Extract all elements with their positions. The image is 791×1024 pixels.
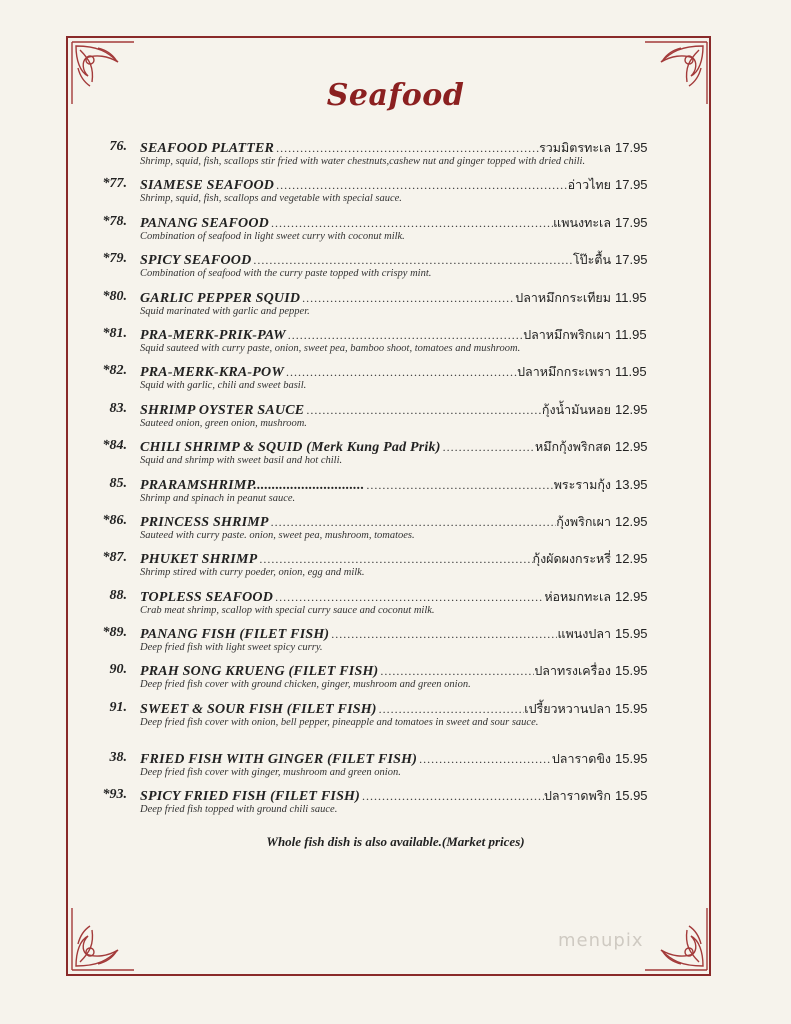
item-price: 12.95 [615, 401, 648, 417]
item-number: *79. [102, 251, 127, 267]
item-thai-name: พระรามกุ้ง [553, 476, 611, 492]
item-price: 11.95 [615, 289, 647, 305]
item-line [140, 138, 611, 155]
item-description: Shrimp, squid, fish, scallops stir fried with water chestnuts,cashew nut and ginger topped with dried chili. [140, 156, 586, 167]
item-description: Combination of seafood in light sweet curry with coconut milk. [140, 230, 405, 242]
item-description: Sauteed onion, green onion, mushroom. [140, 417, 307, 429]
menu-item-list [0, 136, 791, 822]
item-thai-name: ปลาหมึกกระเทียม [515, 289, 611, 305]
item-description: Deep fried fish with light sweet spicy curry. [140, 642, 323, 654]
dot-leader [273, 590, 544, 604]
item-description: Squid and shrimp with sweet basil and hot chili. [140, 455, 343, 467]
item-number: 90. [109, 662, 127, 678]
item-line [140, 213, 611, 230]
item-description: Deep fried fish cover with ground chicken, ginger, mushroom and green onion. [140, 679, 471, 691]
item-name: SEAFOOD PLATTER [140, 141, 275, 155]
dot-leader [304, 403, 542, 417]
item-line [140, 250, 611, 267]
item-number: 83. [109, 400, 127, 416]
item-price: 13.95 [615, 476, 648, 492]
dot-leader [274, 141, 539, 155]
item-name: PRA-MERK-KRA-POW [140, 365, 284, 380]
page-title: Seafood [326, 78, 465, 113]
item-number: *82. [102, 363, 127, 379]
item-thai-name: ปลาราดพริก [544, 788, 611, 804]
dot-leader [378, 664, 534, 678]
item-name: PANANG SEAFOOD [140, 215, 269, 230]
dot-leader [269, 216, 553, 230]
item-line [140, 512, 611, 529]
item-description: Deep fried fish topped with ground chili sauce. [140, 804, 338, 816]
corner-ornament-icon [641, 904, 711, 974]
item-price: 15.95 [615, 700, 648, 716]
item-thai-name: กุ้งผัดผงกระหรี่ [532, 551, 611, 567]
item-price: 15.95 [615, 626, 648, 642]
dot-leader [251, 253, 573, 267]
item-description: Shrimp and spinach in peanut sauce. [140, 492, 296, 504]
item-thai-name: ห่อหมกทะเล [544, 588, 611, 604]
item-price: 15.95 [615, 788, 648, 804]
item-thai-name: กุ้งพริกเผา [556, 513, 611, 529]
item-number: 91. [109, 699, 127, 715]
dot-leader [377, 702, 525, 716]
menu-item [0, 547, 791, 584]
item-line [140, 661, 611, 678]
item-line [140, 587, 611, 604]
menu-item [0, 622, 791, 659]
item-description: Crab meat shrimp, scallop with special curry sauce and coconut milk. [140, 604, 435, 616]
item-thai-name: ปลาหมึกพริกเผา [523, 326, 611, 342]
item-thai-name: โป๊ะตื้น [572, 252, 611, 268]
menu-item [0, 697, 791, 747]
item-number: *86. [102, 512, 127, 528]
item-number: *89. [102, 625, 127, 641]
item-line [140, 175, 611, 192]
menu-item [0, 784, 791, 821]
dot-leader [300, 291, 515, 305]
item-name: SPICY FRIED FISH (FILET FISH) [140, 789, 361, 804]
menu-item [0, 323, 791, 360]
item-name: GARLIC PEPPER SQUID [140, 290, 301, 305]
item-line [140, 325, 611, 342]
dot-leader [274, 178, 567, 192]
item-name: SIAMESE SEAFOOD [140, 178, 275, 193]
item-price: 15.95 [615, 663, 648, 679]
item-description: Squid marinated with garlic and pepper. [140, 305, 310, 317]
item-number: *80. [102, 288, 127, 304]
item-thai-name: ปลาราดขิง [551, 750, 611, 766]
item-price: 12.95 [615, 551, 648, 567]
menu-item [0, 659, 791, 696]
item-number: 38. [109, 749, 127, 765]
item-name: FRIED FISH WITH GINGER (FILET FISH) [140, 751, 418, 766]
item-price: 11.95 [615, 326, 647, 342]
menu-item [0, 248, 791, 285]
item-line [140, 362, 611, 379]
item-description: Shrimp, squid, fish, scallops and vegetable with special sauce. [140, 193, 402, 205]
dot-leader [286, 328, 523, 342]
item-line [140, 288, 611, 305]
item-number: 76. [109, 139, 127, 154]
menu-item [0, 211, 791, 248]
item-thai-name: หมึกกุ้งพริกสด [535, 439, 611, 455]
item-name: PRARAMSHRIMP.............................. [140, 477, 365, 492]
menu-item [0, 473, 791, 510]
item-description: Deep fried fish cover with ginger, mushroom and green onion. [140, 766, 401, 778]
item-name: PRINCESS SHRIMP [140, 514, 269, 529]
item-number: *93. [102, 787, 127, 803]
item-thai-name: เปรี้ยวหวานปลา [524, 700, 611, 716]
item-name: SPICY SEAFOOD [140, 253, 252, 268]
item-thai-name: แพนงทะเล [553, 214, 611, 230]
item-line [140, 624, 611, 641]
item-name: PRA-MERK-PRIK-PAW [140, 327, 286, 342]
item-number: *84. [102, 438, 127, 454]
dot-leader [284, 365, 517, 379]
corner-ornament-icon [68, 904, 138, 974]
item-line [140, 549, 611, 566]
menu-item [0, 510, 791, 547]
menu-item [0, 435, 791, 472]
menu-item [0, 398, 791, 435]
item-line [140, 437, 611, 454]
item-line [140, 475, 611, 492]
item-number: *87. [102, 550, 127, 566]
dot-leader [364, 478, 553, 492]
menu-item [0, 136, 791, 173]
item-description: Squid sauteed with curry paste, onion, sweet pea, bamboo shoot, tomatoes and mushroom. [140, 342, 521, 354]
item-number: *78. [102, 213, 127, 229]
item-description: Deep fried fish cover with onion, bell pepper, pineapple and tomatoes in sweet and sour sauce. [140, 716, 539, 728]
dot-leader [269, 515, 557, 529]
item-name: SWEET & SOUR FISH (FILET FISH) [140, 701, 377, 716]
item-price: 15.95 [615, 750, 648, 766]
item-price: 12.95 [615, 439, 648, 455]
dot-leader [441, 440, 535, 454]
menu-item [0, 747, 791, 784]
item-thai-name: รวมมิตรทะเล [539, 140, 611, 155]
dot-leader [329, 627, 557, 641]
item-price: 11.95 [615, 364, 647, 380]
item-price: 17.95 [615, 140, 648, 155]
item-number: *81. [102, 325, 127, 341]
dot-leader [360, 789, 544, 803]
dot-leader [417, 752, 552, 766]
item-thai-name: ปลาทรงเครื่อง [534, 663, 611, 679]
item-description: Shrimp stired with curry poeder, onion, egg and milk. [140, 567, 365, 579]
item-name: PHUKET SHRIMP [140, 552, 258, 567]
item-price: 17.95 [615, 252, 648, 268]
item-name: CHILI SHRIMP & SQUID (Merk Kung Pad Prik) [140, 440, 441, 455]
item-number: 85. [109, 475, 127, 491]
whole-fish-note: Whole fish dish is also available.(Market prices) [266, 834, 525, 849]
item-price: 17.95 [615, 177, 648, 193]
item-thai-name: ปลาหมึกกระเพรา [517, 364, 611, 380]
menu-item [0, 360, 791, 397]
item-number: *77. [102, 176, 127, 192]
item-name: SHRIMP OYSTER SAUCE [140, 402, 305, 417]
item-price: 12.95 [615, 513, 648, 529]
dot-leader [257, 552, 532, 566]
item-thai-name: แพนงปลา [557, 626, 611, 642]
item-description: Squid with garlic, chili and sweet basil. [140, 380, 307, 392]
item-description: Combination of seafood with the curry paste topped with crispy mint. [140, 268, 432, 280]
item-price: 12.95 [615, 588, 648, 604]
item-name: PRAH SONG KRUENG (FILET FISH) [140, 664, 379, 679]
menu-item [0, 173, 791, 210]
item-description: Sauteed with curry paste. onion, sweet pea, mushroom, tomatoes. [140, 529, 415, 541]
watermark-logo: menupix [558, 930, 644, 951]
item-name: PANANG FISH (FILET FISH) [140, 627, 330, 642]
item-price: 17.95 [615, 214, 648, 230]
menu-item [0, 585, 791, 622]
item-thai-name: กุ้งน้ำมันหอย [541, 401, 611, 417]
item-line [140, 749, 611, 766]
item-thai-name: อ่าวไทย [567, 177, 611, 193]
item-number: 88. [109, 587, 127, 603]
item-line [140, 699, 611, 716]
menu-item [0, 286, 791, 323]
item-name: TOPLESS SEAFOOD [140, 589, 274, 604]
item-line [140, 400, 611, 417]
item-line [140, 786, 611, 803]
